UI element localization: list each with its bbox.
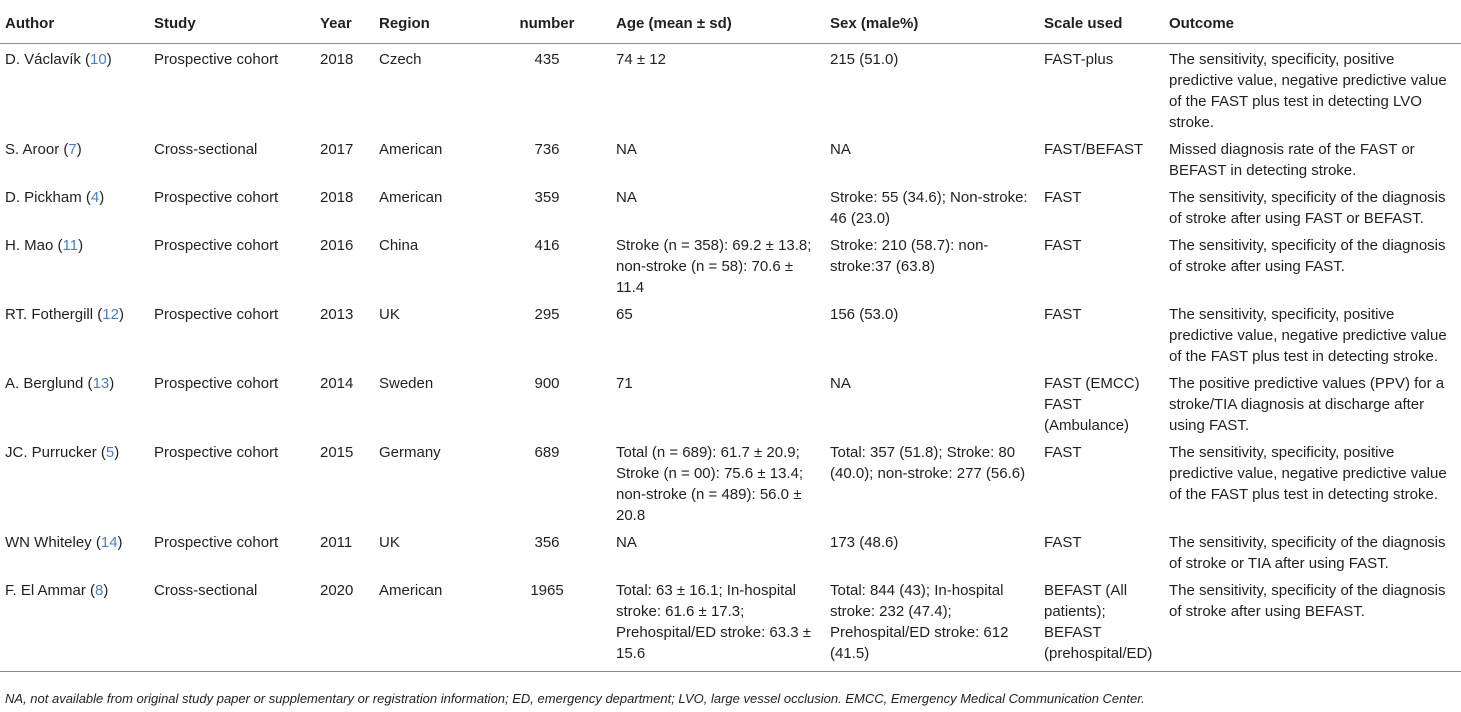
cell-sex: NA	[830, 141, 851, 158]
author-name: D. Pickham	[5, 189, 82, 206]
author-name: F. El Ammar	[5, 582, 86, 599]
cell-study: Prospective cohort	[154, 237, 279, 254]
cell-study: Prospective cohort	[154, 306, 279, 323]
table-row	[0, 230, 1461, 299]
cell-number: 359	[534, 189, 560, 206]
cell-outcome: Missed diagnosis rate of the FAST or BEFAST in detecting stroke.	[1169, 141, 1415, 179]
cell-number: 736	[534, 141, 560, 158]
cell-author: S. Aroor (7)	[5, 141, 82, 158]
table-row	[0, 182, 1461, 230]
col-header-number: number	[484, 6, 611, 44]
cell-scale: FAST-plus	[1044, 51, 1114, 68]
table-row	[0, 299, 1461, 368]
author-name: JC. Purrucker	[5, 444, 97, 461]
table-row	[0, 134, 1461, 182]
cell-age: Total: 63 ± 16.1; In-hospital stroke: 61.6 ± 17.3; Prehospital/ED stroke: 63.3 ± 15.6	[611, 575, 825, 672]
cell-study: Prospective cohort	[154, 534, 279, 551]
cell-author: JC. Purrucker (5)	[5, 444, 120, 461]
table-row	[0, 527, 1461, 575]
author-name: D. Václavík	[5, 51, 81, 68]
cell-sex: 173 (48.6)	[830, 534, 899, 551]
study-characteristics-table	[0, 6, 1461, 672]
cell-sex: 215 (51.0)	[830, 51, 899, 68]
cell-age: NA	[616, 189, 637, 206]
col-header-year: Year	[315, 6, 374, 44]
table-footnote: NA, not available from original study paper or supplementary or registration information; ED, emergency department; LVO, large vessel occlusion. EMCC, Emergency Medical Communication Center.	[5, 691, 1145, 706]
cell-author: H. Mao (11)	[5, 237, 84, 254]
cell-sex: 156 (53.0)	[830, 306, 899, 323]
cell-scale: FAST (EMCC) FAST (Ambulance)	[1044, 375, 1140, 434]
table-row	[0, 44, 1461, 135]
cell-number: 295	[534, 306, 560, 323]
cell-study: Cross-sectional	[149, 575, 315, 672]
cell-scale: FAST	[1044, 534, 1082, 551]
cell-year: 2014	[320, 375, 354, 392]
cell-scale: FAST/BEFAST	[1044, 141, 1144, 158]
header-row	[0, 6, 1461, 44]
cell-scale: FAST	[1044, 237, 1082, 254]
author-name: S. Aroor	[5, 141, 60, 158]
reference-link[interactable]: 10	[90, 51, 107, 68]
cell-year: 2016	[320, 237, 354, 254]
col-header-sex: Sex (male%)	[825, 6, 1039, 44]
cell-region: Germany	[379, 444, 441, 461]
cell-outcome: The sensitivity, specificity of the diagnosis of stroke after using BEFAST.	[1164, 575, 1461, 672]
cell-outcome: The sensitivity, specificity of the diagnosis of stroke or TIA after using FAST.	[1169, 534, 1446, 572]
col-header-study: Study	[149, 6, 315, 44]
table-row	[0, 575, 1461, 672]
reference-link[interactable]: 4	[90, 189, 100, 206]
cell-sex: Total: 844 (43); In-hospital stroke: 232 (47.4); Prehospital/ED stroke: 612 (41.5)	[825, 575, 1039, 672]
cell-number: 435	[534, 51, 560, 68]
cell-outcome: The sensitivity, specificity, positive predictive value, negative predictive value of the FAST plus test in detecting LVO stroke.	[1169, 51, 1447, 131]
cell-age: 65	[616, 306, 633, 323]
cell-age: Total (n = 689): 61.7 ± 20.9; Stroke (n = 00): 75.6 ± 13.4; non-stroke (n = 489): 56.0 ± 20.8	[616, 444, 804, 524]
reference-link[interactable]: 7	[68, 141, 77, 158]
cell-author: WN Whiteley (14)	[5, 534, 123, 551]
author-name: RT. Fothergill	[5, 306, 94, 323]
cell-study: Prospective cohort	[154, 51, 279, 68]
cell-author: RT. Fothergill (12)	[5, 306, 124, 323]
cell-region: American	[374, 575, 484, 672]
cell-outcome: The sensitivity, specificity, positive predictive value, negative predictive value of the FAST plus test in detecting stroke.	[1169, 306, 1447, 365]
table-row	[0, 437, 1461, 527]
cell-author: D. Pickham (4)	[5, 189, 105, 206]
author-name: WN Whiteley	[5, 534, 92, 551]
cell-region: American	[379, 141, 443, 158]
cell-number: 689	[534, 444, 560, 461]
author-name: H. Mao	[5, 237, 54, 254]
cell-year: 2011	[320, 534, 353, 551]
col-header-age: Age (mean ± sd)	[611, 6, 825, 44]
cell-scale: BEFAST (All patients); BEFAST (prehospital/ED)	[1039, 575, 1164, 672]
col-header-outcome: Outcome	[1164, 6, 1461, 44]
cell-outcome: The sensitivity, specificity of the diagnosis of stroke after using FAST or BEFAST.	[1169, 189, 1446, 227]
cell-age: 74 ± 12	[616, 51, 666, 68]
cell-age: NA	[616, 534, 637, 551]
cell-number: 1965	[484, 575, 611, 672]
cell-author: D. Václavík (10)	[5, 51, 112, 68]
cell-sex: NA	[830, 375, 851, 392]
cell-year: 2018	[320, 51, 354, 68]
reference-link[interactable]: 12	[102, 306, 119, 323]
col-header-scale: Scale used	[1039, 6, 1164, 44]
cell-number: 416	[534, 237, 560, 254]
cell-author: F. El Ammar (8)	[0, 575, 149, 672]
cell-age: Stroke (n = 358): 69.2 ± 13.8; non-stroke (n = 58): 70.6 ± 11.4	[616, 237, 812, 296]
cell-region: American	[379, 189, 443, 206]
reference-link[interactable]: 14	[100, 534, 118, 551]
cell-study: Prospective cohort	[154, 189, 279, 206]
col-header-region: Region	[374, 6, 484, 44]
cell-year: 2017	[320, 141, 354, 158]
cell-region: Czech	[379, 51, 422, 68]
cell-scale: FAST	[1044, 189, 1082, 206]
cell-year: 2013	[320, 306, 354, 323]
cell-study: Cross-sectional	[154, 141, 258, 158]
cell-study: Prospective cohort	[154, 375, 279, 392]
cell-region: UK	[379, 534, 400, 551]
cell-region: UK	[379, 306, 400, 323]
cell-year: 2015	[320, 444, 354, 461]
table-row	[0, 368, 1461, 437]
col-header-author: Author	[0, 6, 149, 44]
reference-link[interactable]: 5	[105, 444, 115, 461]
cell-year: 2018	[320, 189, 354, 206]
cell-number: 900	[534, 375, 560, 392]
cell-sex: Stroke: 210 (58.7): non-stroke:37 (63.8)	[830, 237, 989, 275]
cell-region: China	[379, 237, 419, 254]
cell-region: Sweden	[379, 375, 434, 392]
cell-year: 2020	[315, 575, 374, 672]
cell-scale: FAST	[1044, 444, 1082, 461]
cell-outcome: The sensitivity, specificity, positive predictive value, negative predictive value of the FAST plus test in detecting stroke.	[1169, 444, 1447, 503]
cell-sex: Stroke: 55 (34.6); Non-stroke: 46 (23.0)	[830, 189, 1028, 227]
cell-scale: FAST	[1044, 306, 1082, 323]
cell-outcome: The positive predictive values (PPV) for a stroke/TIA diagnosis at discharge after using FAST.	[1169, 375, 1445, 434]
reference-link[interactable]: 11	[62, 237, 79, 254]
reference-link[interactable]: 8	[95, 582, 104, 599]
cell-sex: Total: 357 (51.8); Stroke: 80 (40.0); non-stroke: 277 (56.6)	[830, 444, 1026, 482]
cell-study: Prospective cohort	[154, 444, 279, 461]
author-name: A. Berglund	[5, 375, 84, 392]
reference-link[interactable]: 13	[92, 375, 110, 392]
cell-author: A. Berglund (13)	[5, 375, 115, 392]
cell-age: NA	[616, 141, 637, 158]
cell-outcome: The sensitivity, specificity of the diagnosis of stroke after using FAST.	[1169, 237, 1446, 275]
cell-age: 71	[616, 375, 633, 392]
cell-number: 356	[534, 534, 560, 551]
